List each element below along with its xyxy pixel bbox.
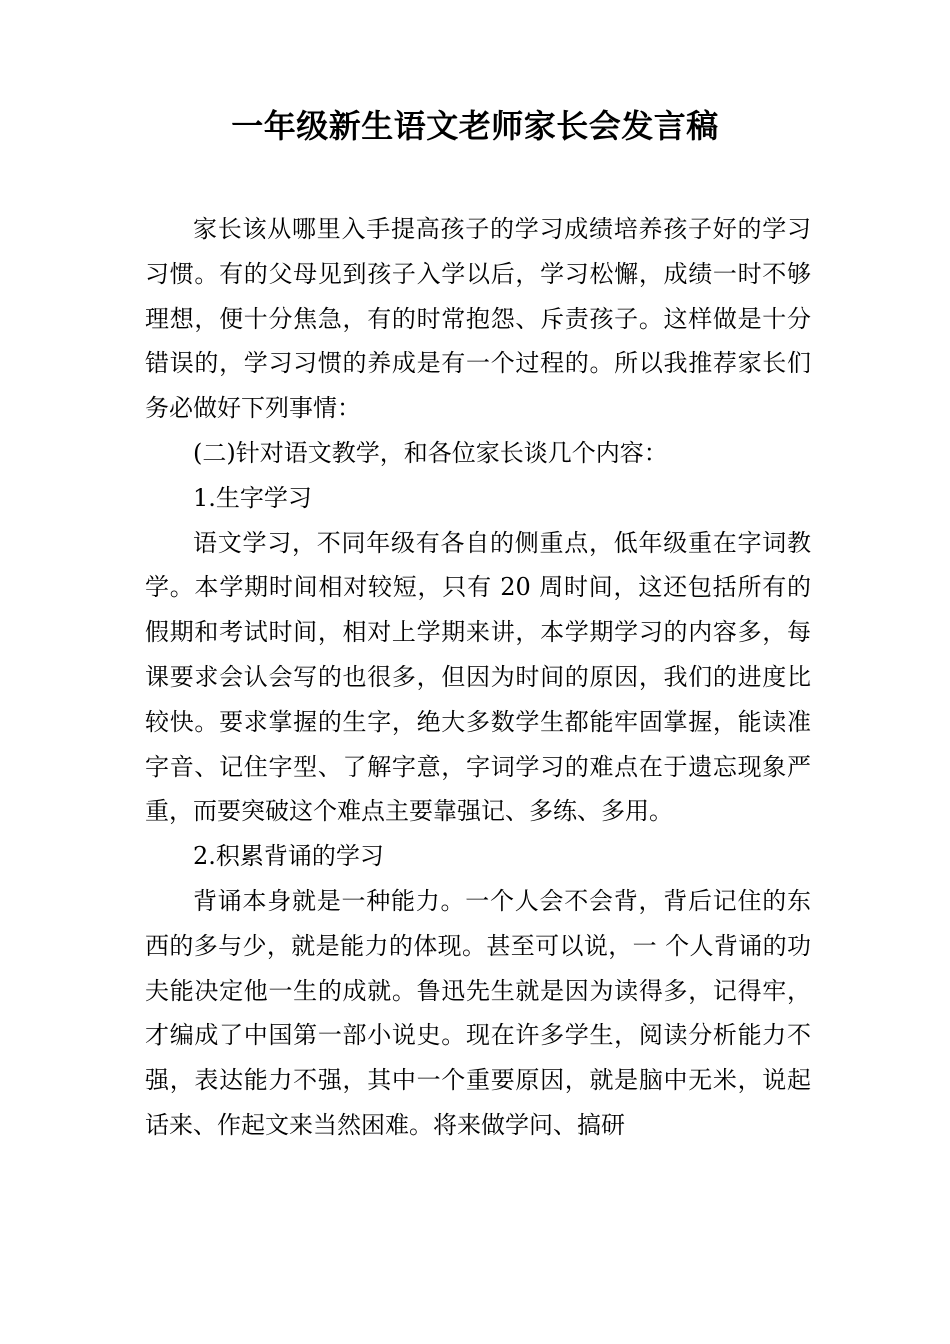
document-title: 一年级新生语文老师家长会发言稿	[231, 107, 719, 145]
paragraph-section-heading: (二)针对语文教学，和各位家长谈几个内容：	[193, 438, 668, 467]
paragraph-character-learning: 语文学习，不同年级有各自的侧重点，低年级重在字词教学。本学期时间相对较短，只有 20 周时间，这还包括所有的假期和考试时间，相对上学期来讲，本学期学习的内容多，每课要求会认会写的也很多，但因为时间的原因，我们的进度比较快。要求掌握的生字，绝大多数学生都能牢固掌握，能读准字音、记住字型、了解字意，字词学习的难点在于遗忘现象严重，而要突破这个难点主要靠强记、多练、多用。	[145, 528, 811, 826]
paragraph-recitation: 背诵本身就是一种能力。一个人会不会背，背后记住的东西的多与少，就是能力的体现。甚至可以说，一 个人背诵的功夫能决定他一生的成就。鲁迅先生就是因为读得多，记得牢，才编成了中国第一部小说史。现在许多学生，阅读分析能力不强，表达能力不强，其中一个重要原因，就是脑中无米，说起话来、作起文来当然困难。将来做学问、搞研	[145, 886, 811, 1139]
paragraph-subheading-1: 1.生字学习	[193, 483, 312, 512]
paragraph-subheading-2: 2.积累背诵的学习	[193, 842, 384, 871]
document-body	[145, 207, 811, 1148]
paragraph-intro: 家长该从哪里入手提高孩子的学习成绩培养孩子好的学习习惯。有的父母见到孩子入学以后，学习松懈，成绩一时不够理想，便十分焦急，有的时常抱怨、斥责孩子。这样做是十分错误的，学习习惯的养成是有一个过程的。所以我推荐家长们务必做好下列事情：	[145, 215, 811, 423]
